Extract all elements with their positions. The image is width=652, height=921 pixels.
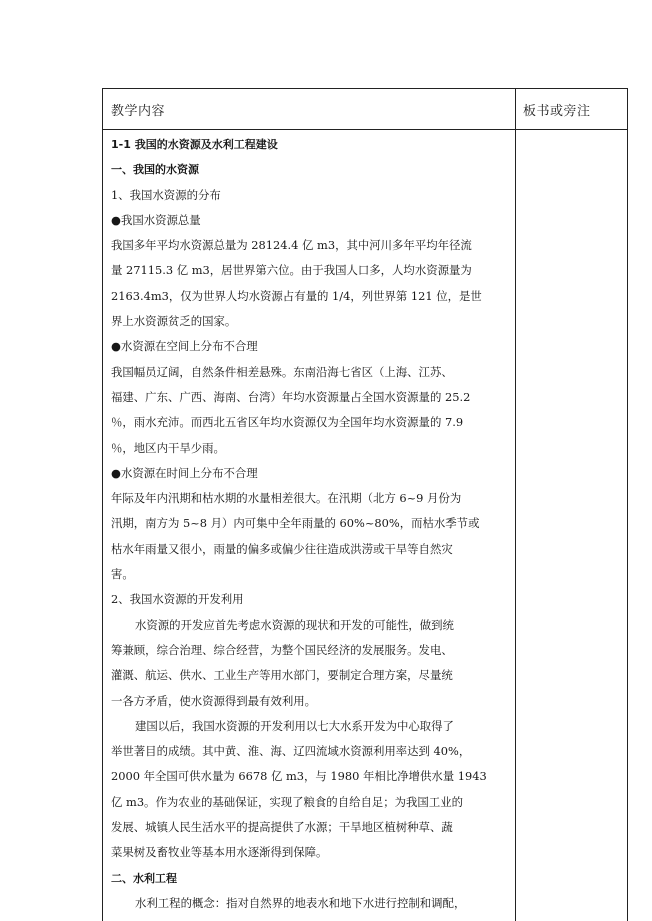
text-line: 界上水资源贫乏的国家。 bbox=[111, 314, 237, 329]
paragraph-line: 水资源的开发应首先考虑水资源的现状和开发的可能性，做到统 bbox=[135, 617, 454, 632]
header-board-notes: 板书或旁注 bbox=[523, 103, 591, 119]
bullet-heading-temporal-distribution: ●水资源在时间上分布不合理 bbox=[111, 465, 258, 480]
bullet-heading-total-resources: ●我国水资源总量 bbox=[111, 212, 201, 227]
paragraph-line: 2000 年全国可供水量为 6678 亿 m3，与 1980 年相比净增供水量 1943 bbox=[111, 769, 487, 784]
subsection-heading-distribution: 1、我国水资源的分布 bbox=[111, 187, 221, 202]
text-line: 我国幅员辽阔，自然条件相差悬殊。东南沿海七省区（上海、江苏、 bbox=[111, 364, 453, 379]
bullet-heading-spatial-distribution: ●水资源在空间上分布不合理 bbox=[111, 339, 258, 354]
text-line: 2163.4m3，仅为世界人均水资源占有量的 1/4，列世界第 121 位，是世 bbox=[111, 288, 482, 303]
text-line: 年际及年内汛期和枯水期的水量相差很大。在汛期（北方 6~9 月份为 bbox=[111, 491, 462, 506]
text-line: 量 27115.3 亿 m3，居世界第六位。由于我国人口多，人均水资源量为 bbox=[111, 263, 472, 278]
paragraph-line: 菜果树及畜牧业等基本用水逐渐得到保障。 bbox=[111, 845, 328, 860]
text-line: 我国多年平均水资源总量为 28124.4 亿 m3，其中河川多年平均年径流 bbox=[111, 238, 472, 253]
text-line: 汛期，南方为 5~8 月）内可集中全年雨量的 60%~80%，而枯水季节或 bbox=[111, 516, 480, 531]
header-divider bbox=[103, 129, 627, 130]
teaching-content-cell bbox=[111, 132, 509, 916]
subsection-heading-development-use: 2、我国水资源的开发利用 bbox=[111, 592, 244, 607]
lesson-table bbox=[102, 88, 628, 921]
document-title: 1-1 我国的水资源及水利工程建设 bbox=[111, 138, 278, 151]
section-heading-water-projects: 二、水利工程 bbox=[111, 871, 177, 885]
text-line: 害。 bbox=[111, 567, 134, 582]
paragraph-line: 举世著目的成绩。其中黄、淮、海、辽四流域水资源利用率达到 40%， bbox=[111, 744, 471, 759]
paragraph-line: 灌溉、航运、供水、工业生产等用水部门，要制定合理方案，尽量统 bbox=[111, 668, 453, 683]
text-line: 福建、广东、广西、海南、台湾）年均水资源量占全国水资源量的 25.2 bbox=[111, 389, 471, 404]
paragraph-line: 建国以后，我国水资源的开发利用以七大水系开发为中心取得了 bbox=[135, 718, 454, 733]
section-heading-water-resources: 一、我国的水资源 bbox=[111, 163, 199, 177]
paragraph-line: 筹兼顾，综合治理、综合经营，为整个国民经济的发展服务。发电、 bbox=[111, 642, 453, 657]
paragraph-line: 发展、城镇人民生活水平的提高提供了水源；干旱地区植树种草、蔬 bbox=[111, 820, 453, 835]
text-line: ％，雨水充沛。而西北五省区年均水资源仅为全国年均水资源量的 7.9 bbox=[111, 415, 464, 430]
paragraph-line: 一各方矛盾，使水资源得到最有效利用。 bbox=[111, 693, 317, 708]
paragraph-line: 亿 m3。作为农业的基础保证，实现了粮食的自给自足；为我国工业的 bbox=[111, 794, 463, 809]
header-teaching-content: 教学内容 bbox=[111, 103, 166, 119]
column-divider bbox=[515, 89, 516, 921]
text-line: ％，地区内干旱少雨。 bbox=[111, 440, 225, 455]
paragraph-line: 水利工程的概念：指对自然界的地表水和地下水进行控制和调配， bbox=[135, 895, 466, 910]
text-line: 枯水年雨量又很小，雨量的偏多或偏少往往造成洪涝或干旱等自然灾 bbox=[111, 541, 453, 556]
